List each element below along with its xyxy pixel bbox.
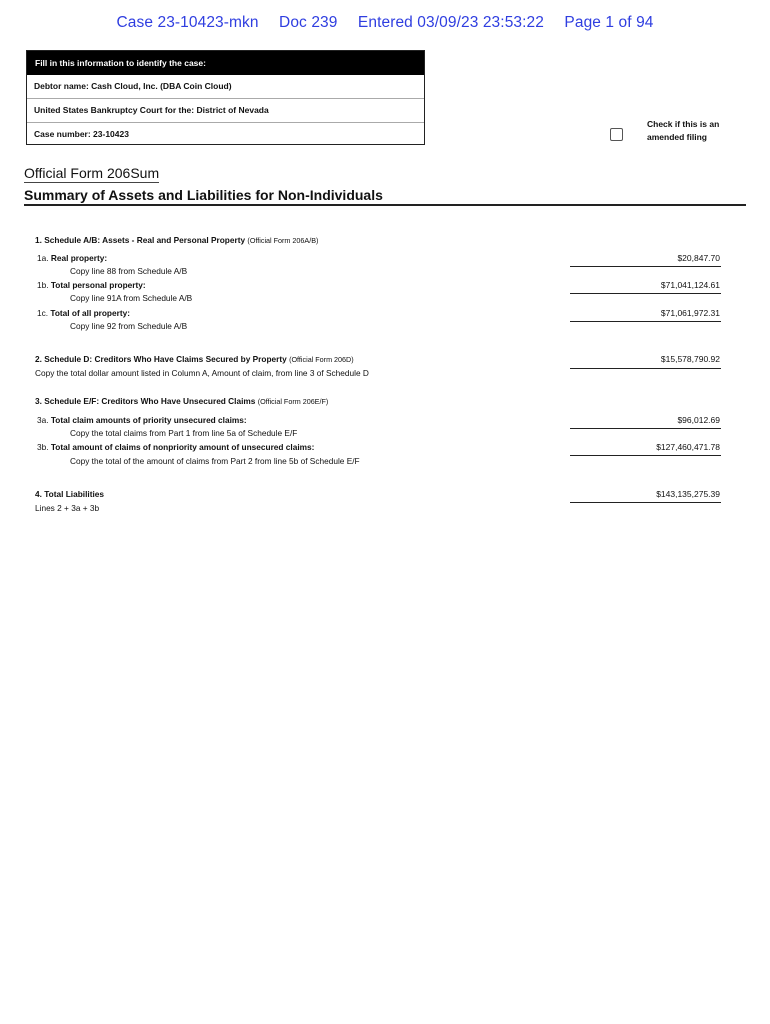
- section-4-underline: [570, 502, 721, 503]
- section-3-form-ref: (Official Form 206E/F): [257, 397, 329, 406]
- line-1b-title: Total personal property:: [50, 280, 146, 290]
- case-identification-box: [26, 50, 425, 145]
- title-divider: [24, 204, 746, 206]
- line-3a-number: 3a.: [37, 415, 49, 425]
- line-1a-number: 1a.: [37, 253, 49, 263]
- line-1a-note: Copy line 88 from Schedule A/B: [70, 266, 188, 276]
- section-4-amount: $143,135,275.39: [656, 489, 720, 499]
- line-1b-note: Copy line 91A from Schedule A/B: [70, 293, 193, 303]
- line-3a-title: Total claim amounts of priority unsecured claims:: [50, 415, 247, 425]
- section-3-heading: [35, 396, 328, 407]
- case-number-stamp: Case 23-10423-mkn: [116, 14, 259, 31]
- line-3a: [37, 415, 247, 426]
- section-1-form-ref: (Official Form 206A/B): [247, 236, 319, 245]
- line-1c-number: 1c.: [37, 308, 49, 318]
- line-3b-number: 3b.: [37, 442, 49, 452]
- section-4-note: Lines 2 + 3a + 3b: [35, 503, 100, 513]
- line-1c-title: Total of all property:: [50, 308, 130, 318]
- amended-label-line1: Check if this is an: [647, 119, 720, 129]
- line-1b-underline: [570, 293, 721, 294]
- line-3b-note: Copy the total of the amount of claims from Part 2 from line 5b of Schedule E/F: [70, 456, 360, 466]
- section-4-heading: 4. Total Liabilities: [35, 489, 105, 499]
- section-2-underline: [570, 368, 721, 369]
- section-2-form-ref: (Official Form 206D): [289, 355, 354, 364]
- entered-date-stamp: Entered 03/09/23 23:53:22: [357, 14, 544, 31]
- line-3b: [37, 442, 314, 453]
- section-2-note: Copy the total dollar amount listed in Column A, Amount of claim, from line 3 of Schedule D: [35, 368, 369, 378]
- line-3a-underline: [570, 428, 721, 429]
- case-identification-heading: Fill in this information to identify the case:: [27, 51, 424, 75]
- line-3b-title: Total amount of claims of nonpriority amount of unsecured claims:: [50, 442, 315, 452]
- line-3a-amount: $96,012.69: [677, 415, 720, 425]
- section-3-heading-text: 3. Schedule E/F: Creditors Who Have Unsecured Claims: [35, 396, 256, 406]
- section-2-amount: $15,578,790.92: [660, 354, 720, 364]
- section-2-heading: [35, 354, 354, 365]
- line-1a-underline: [570, 266, 721, 267]
- amended-filing-label: [647, 118, 737, 144]
- line-1a-amount: $20,847.70: [677, 253, 720, 263]
- line-1b-number: 1b.: [37, 280, 49, 290]
- line-1a: [37, 253, 107, 264]
- line-1b: [37, 280, 146, 291]
- line-3b-underline: [570, 455, 721, 456]
- page-count-stamp: Page 1 of 94: [564, 14, 654, 31]
- case-header: [0, 14, 770, 32]
- debtor-name-field: Debtor name: Cash Cloud, Inc. (DBA Coin Cloud): [27, 75, 424, 99]
- line-1c-underline: [570, 321, 721, 322]
- amended-filing-checkbox[interactable]: [610, 128, 623, 141]
- section-2-heading-text: 2. Schedule D: Creditors Who Have Claims Secured by Property: [35, 354, 287, 364]
- line-1c-note: Copy line 92 from Schedule A/B: [70, 321, 188, 331]
- line-1c-amount: $71,061,972.31: [660, 308, 720, 318]
- line-1c: [37, 308, 130, 319]
- line-1a-title: Real property:: [50, 253, 108, 263]
- section-1-heading-text: 1. Schedule A/B: Assets - Real and Personal Property: [35, 235, 246, 245]
- form-title: Official Form 206Sum: [24, 165, 160, 181]
- line-3a-note: Copy the total claims from Part 1 from line 5a of Schedule E/F: [70, 428, 298, 438]
- amended-label-line2: amended filing: [647, 132, 707, 142]
- line-3b-amount: $127,460,471.78: [656, 442, 720, 452]
- section-1-heading: [35, 235, 318, 246]
- line-1b-amount: $71,041,124.61: [660, 280, 720, 290]
- case-number-field: Case number: 23-10423: [34, 129, 129, 139]
- form-subtitle: Summary of Assets and Liabilities for Non-Individuals: [24, 187, 383, 203]
- doc-number-stamp: Doc 239: [279, 14, 338, 31]
- court-field: United States Bankruptcy Court for the: District of Nevada: [27, 99, 424, 123]
